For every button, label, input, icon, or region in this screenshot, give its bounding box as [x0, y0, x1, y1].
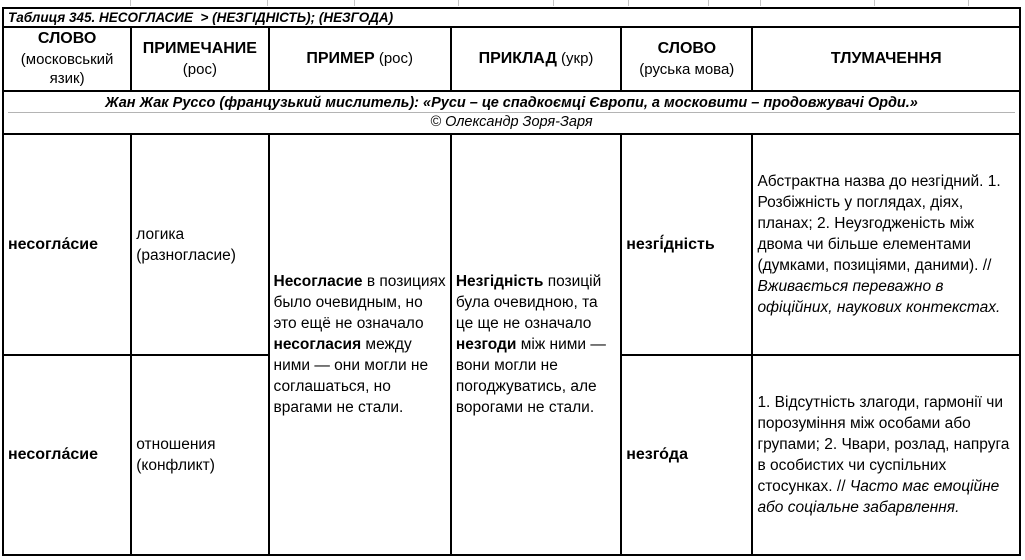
header-note — [131, 27, 268, 91]
header-word-ros-main: СЛОВО — [37, 30, 97, 48]
grid-line — [458, 0, 459, 6]
grid-line — [874, 0, 875, 6]
header-word-ukr-main: СЛОВО — [657, 39, 717, 57]
grid-line — [968, 0, 969, 6]
header-example-ros-main: ПРИМЕР — [306, 49, 375, 67]
cell-word-ros-1: несогла́сие — [3, 134, 131, 355]
table-row — [3, 134, 1020, 355]
header-word-ros — [3, 27, 131, 91]
header-note-sub: (рос) — [182, 60, 217, 78]
meaning-2-text: 1. Відсутність злагоди, гармонії чи порозуміння між особами або групами; 2. Чвари, розлад, напруга в особистих чи суспільних стосунках. // — [757, 394, 1010, 495]
table-title: Таблиця 345. НЕСОГЛАСИЕ > (НЕЗГІДНІСТЬ); (НЕЗГОДА) — [3, 8, 1020, 27]
quote-row — [3, 91, 1020, 134]
cell-word-ukr-2: незго́да — [621, 355, 752, 555]
dictionary-table — [2, 7, 1021, 556]
grid-line — [708, 0, 709, 6]
header-note-main: ПРИМЕЧАНИЕ — [142, 39, 257, 57]
title-row — [3, 8, 1020, 27]
cell-meaning-2 — [752, 355, 1020, 555]
cell-note-2: отношения (конфликт) — [131, 355, 268, 555]
quote-attribution: © Олександр Зоря-Заря — [430, 114, 593, 130]
header-example-ukr-main: ПРИКЛАД — [478, 49, 557, 67]
grid-line — [354, 0, 355, 6]
header-meaning-main: ТЛУМАЧЕННЯ — [830, 49, 942, 67]
cell-example-ros — [269, 134, 451, 555]
header-word-ukr-sub: (руська мова) — [639, 60, 735, 78]
cell-meaning-1 — [752, 134, 1020, 355]
cell-note-1: логика (разногласие) — [131, 134, 268, 355]
header-example-ros-sub: (рос) — [378, 49, 414, 67]
example-ukr-bold-2: незгоди — [455, 336, 517, 353]
header-row — [3, 27, 1020, 91]
example-ros-text-1: в позициях было очевидным, но это ещё не означало — [273, 273, 446, 332]
cell-example-ukr — [451, 134, 621, 555]
example-ros-bold-2: несогласия — [273, 336, 362, 353]
header-example-ros — [269, 27, 451, 91]
meaning-1-text: Абстрактна назва до незгідний. 1. Розбіжність у поглядах, діях, планах; 2. Неузгодженість між двома чи більше елементами (думками, позиціями, даними). // — [757, 173, 1001, 274]
example-ros-bold-1: Несогласие — [273, 273, 363, 290]
example-ros-text-2: между ними — они могли не соглашаться, но врагами не стали. — [273, 336, 429, 416]
header-example-ukr — [451, 27, 621, 91]
spreadsheet-top-strip — [2, 0, 1025, 7]
quote-text: Жан Жак Руссо (французький мислитель): «Руси – це спадкоємці Європи, а московити – продовжувачі Орди.» — [8, 93, 1015, 113]
grid-line — [267, 0, 268, 6]
cell-word-ros-2: несогла́сие — [3, 355, 131, 555]
header-word-ukr — [621, 27, 752, 91]
grid-line — [760, 0, 761, 6]
grid-line — [553, 0, 554, 6]
meaning-1-note: Вживається переважно в офіційних, наукових контекстах. — [757, 278, 1001, 316]
grid-line — [130, 0, 131, 6]
example-ukr-text-2: між ними — вони могли не погоджуватись, але ворогами не стали. — [455, 336, 606, 416]
grid-line — [628, 0, 629, 6]
meaning-2-note: Часто має емоційне або соціальне забарвлення. — [757, 478, 1000, 516]
example-ukr-text-1: позицій була очевидною, та це ще не означало — [455, 273, 602, 332]
header-word-ros-sub: (московський язик) — [20, 50, 114, 88]
quote-cell — [3, 91, 1020, 134]
cell-word-ukr-1: незгі́дність — [621, 134, 752, 355]
header-meaning — [752, 27, 1020, 91]
example-ukr-bold-1: Незгідність — [455, 273, 544, 290]
header-example-ukr-sub: (укр) — [561, 49, 594, 67]
